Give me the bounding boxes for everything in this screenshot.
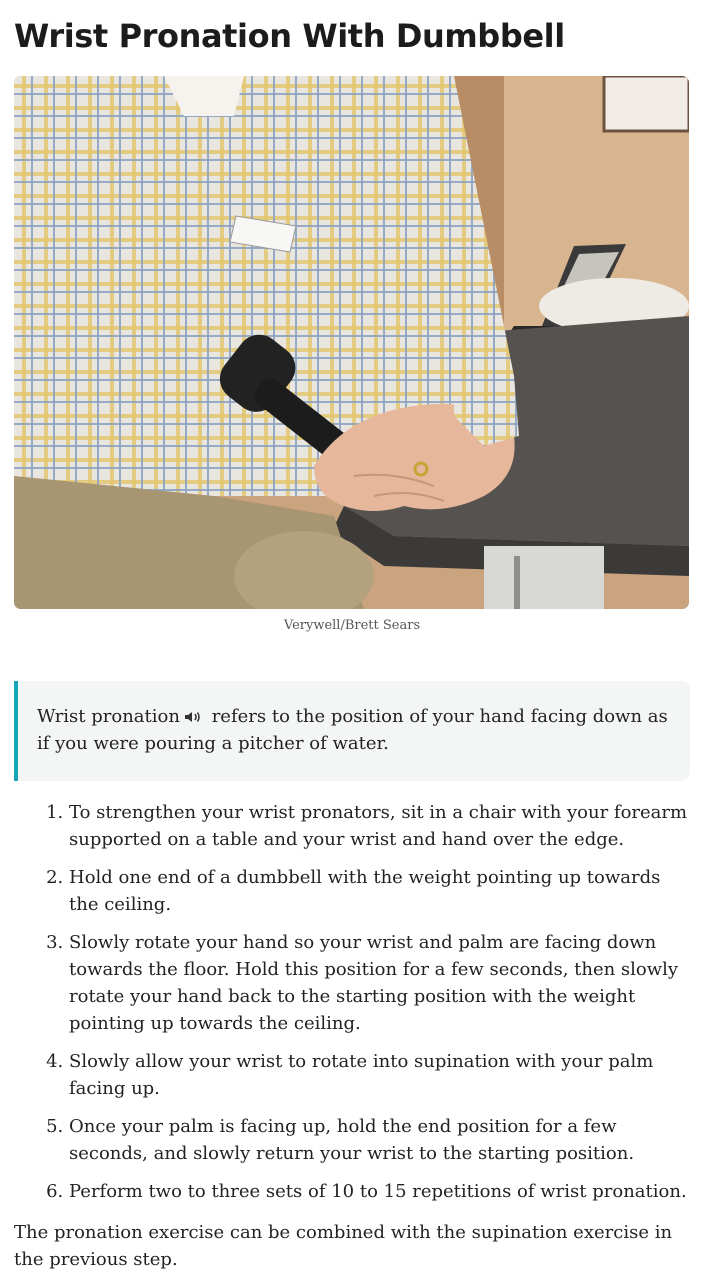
list-item: 6. Perform two to three sets of 10 to 15 repetitions of wrist pronation. [69, 1178, 690, 1205]
list-item: 1. To strengthen your wrist pronators, sit in a chair with your forearm supported on a table and your wrist and hand over the edge. [69, 799, 690, 853]
exercise-photo-illustration [14, 76, 689, 609]
outro-paragraph: The pronation exercise can be combined with the supination exercise in the previous step. [14, 1222, 673, 1270]
steps-list [14, 799, 690, 1205]
exercise-photo [14, 76, 689, 609]
article-title: Wrist Pronation With Dumbbell [14, 17, 565, 55]
callout-text: refers to the position of your hand facing down as if you were pouring a pitcher of water. [37, 706, 668, 754]
list-item: 3. Slowly rotate your hand so your wrist and palm are facing down towards the floor. Hold this position for a few seconds, then slowly rotate your hand back to the starting position with the weight pointing up towards the ceiling. [69, 929, 690, 1037]
list-item: 5. Once your palm is facing up, hold the end position for a few seconds, and slowly return your wrist to the starting position. [69, 1113, 690, 1167]
definition-callout [14, 681, 690, 781]
list-item: 4. Slowly allow your wrist to rotate into supination with your palm facing up. [69, 1048, 690, 1102]
article-figure [14, 76, 690, 639]
list-item: 2. Hold one end of a dumbbell with the weight pointing up towards the ceiling. [69, 864, 690, 918]
pronation-term-link[interactable]: Wrist pronation [37, 706, 180, 727]
photo-caption: Verywell/Brett Sears [283, 618, 421, 633]
speaker-icon[interactable] [184, 711, 202, 723]
